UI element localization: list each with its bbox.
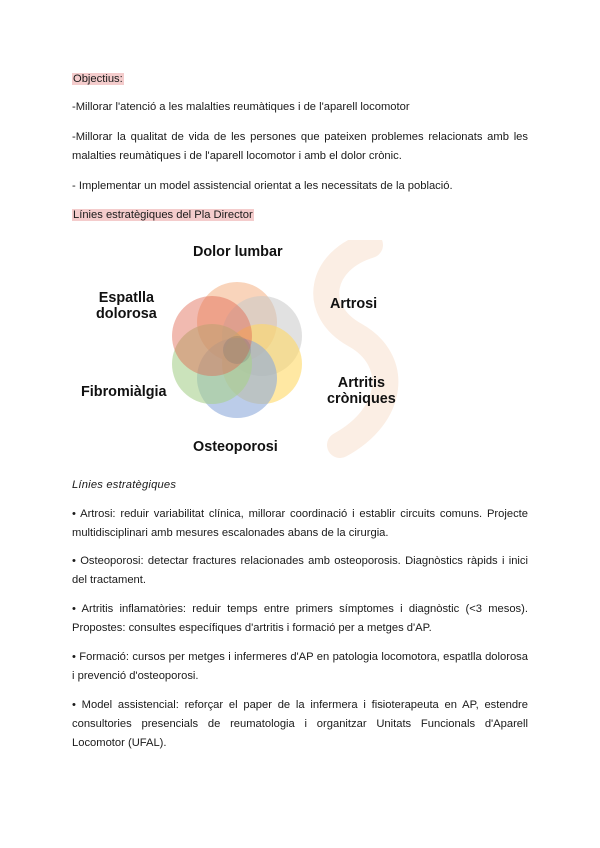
label-artritis-croniques <box>327 375 396 407</box>
circle-espatlla <box>172 296 252 376</box>
detail-bullet-model-assistencial: • Model assistencial: reforçar el paper de la infermera i fisioterapeuta en AP, estendre consultories presencials de reumatologia i organitzar Unitats Funcionals d'Aparell Locomotor (UFAL). <box>72 699 528 749</box>
detail-bullet-artritis: • Artritis inflamatòries: reduir temps entre primers símptomes i diagnòstic (<3 mesos). Propostes: consultes específiques d'artritis i formació per a metges d'AP. <box>72 603 528 634</box>
objectives-heading: Objectius: <box>73 73 123 85</box>
label-artritis-line2: cròniques <box>327 391 396 407</box>
venn-diagram <box>70 232 410 462</box>
detail-bullet-artrosi: • Artrosi: reduir variabilitat clínica, millorar coordinació i establir circuits comuns. Projecte multidisciplinari amb mesures escalonades abans de la cirurgia. <box>72 508 528 539</box>
label-espatlla-line2: dolorosa <box>96 306 157 322</box>
label-fibromialgia: Fibromiàlgia <box>81 384 167 400</box>
circle-center-overlap <box>223 336 251 364</box>
label-artritis-line1: Artritis <box>337 375 385 391</box>
detail-bullet-formacio: • Formació: cursos per metges i infermeres d'AP en patologia locomotora, espatlla dolorosa i prevenció d'osteoporosi. <box>72 651 528 682</box>
strategic-lines-heading-line <box>72 206 528 225</box>
details-heading: Línies estratègiques <box>72 479 177 491</box>
label-artrosi: Artrosi <box>330 296 378 312</box>
objective-item-3: - Implementar un model assistencial orientat a les necessitats de la població. <box>72 180 453 192</box>
label-espatlla-dolorosa <box>96 290 157 322</box>
objective-item-1: -Millorar l'atenció a les malalties reumàtiques i de l'aparell locomotor <box>72 101 410 113</box>
objectives-heading-line <box>72 70 528 89</box>
strategic-lines-diagram <box>70 232 410 462</box>
label-espatlla-line1: Espatlla <box>98 290 154 306</box>
strategic-lines-heading: Línies estratègiques del Pla Director <box>73 209 253 221</box>
detail-bullet-osteoporosi: • Osteoporosi: detectar fractures relacionades amb osteoporosis. Diagnòstics ràpids i inici del tractament. <box>72 555 528 586</box>
label-osteoporosi: Osteoporosi <box>193 439 278 455</box>
label-dolor-lumbar: Dolor lumbar <box>193 244 283 260</box>
objective-item-2: -Millorar la qualitat de vida de les persones que pateixen problemes relacionats amb les malalties reumàtiques i de l'aparell locomotor i amb el dolor crònic. <box>72 131 528 162</box>
